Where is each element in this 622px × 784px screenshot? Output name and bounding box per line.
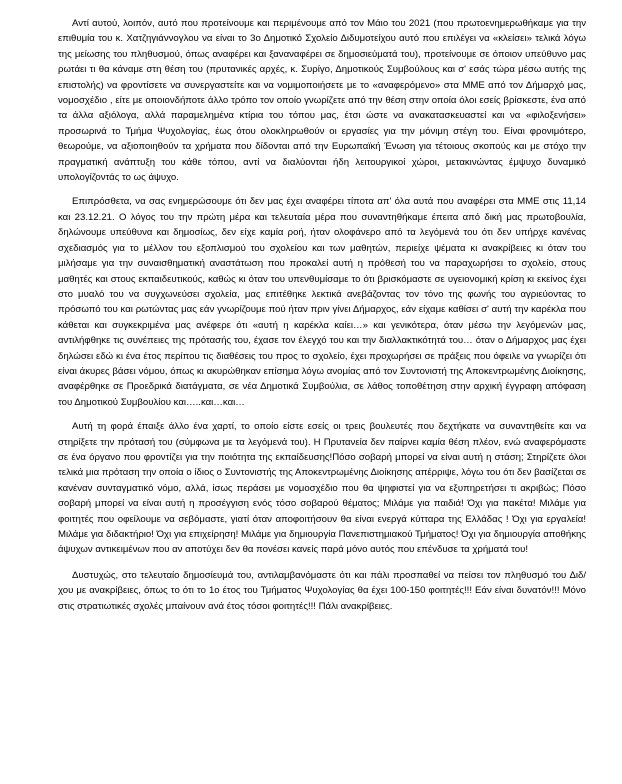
paragraph-student-numbers: Δυστυχώς, στο τελευταίο δημοσίευμά του, αντιλαμβανόμαστε ότι και πάλι προσπαθεί να πείσει τον πληθυσμό του Διδ/χου με ανακρίβειες, όπως το ότι το 1ο έτος του Τμήματος Ψυχολογίας θα έχει 100-150 φοιτητές!!! Εάν είναι δυνατόν!!! Μόνο στις στρατιωτικές σχολές μπαίνουν ανά έτος τόσοι φοιτητές!!! Πάλι ανακρίβειες.	[58, 569, 586, 612]
paragraph-mps-support: Αυτή τη φορά έπαιξε άλλο ένα χαρτί, το οποίο είστε εσείς οι τρεις βουλευτές που δεχτήκατε να συναντηθείτε και να στηρίξετε την πρότασή του (σύμφωνα με τα λεγόμενά του). Η Πρυτανεία δεν παίρνει καμία θέση πλέον, ενώ αναφερόμαστε σε ένα όργανο που φροντίζει για την ποιότητα της εκπαίδευσης!Πόσο σοβαρή μπορεί να είναι αυτή η στάση; Στηρίζετε όλοι τελικά μια πρόταση την οποία ο ίδιος ο Συντονιστής της Αποκεντρωμένης Διοίκησης απέρριψε, λόγω του ότι δεν βασίζεται σε κανέναν συνταγματικό νόμο, αλλά, ίσως περάσει με νομοσχέδιο που θα ψηφιστεί για να εξυπηρετήσει τι ακριβώς; Πόσο σοβαρή μπορεί να είναι αυτή η προσέγγιση ενός τόσο σοβαρού θέματος; Μιλάμε για παιδιά! Όχι για πακέτα! Μιλάμε για φοιτητές που οφείλουμε να σεβόμαστε, γιατί όταν αποφοιτήσουν θα είναι ενεργά κύτταρα της Ελλάδας ! Όχι για εργαλεία! Μιλάμε για διδακτήριο! Όχι για επιχείρηση! Μιλάμε για δημιουργία Πανεπιστημιακού Τμήματος! Όχι για δημιουργία αποθήκης άψυχων αντικειμένων που αν αποτύχει δεν θα πονέσει κανείς παρά μόνο αυτός που επένδυσε τα χρήματά του!	[58, 421, 586, 556]
paragraph-proposal: Αντί αυτού, λοιπόν, αυτό που προτείνουμε και περιμένουμε από τον Μάιο του 2021 (που πρωτοενημερωθήκαμε για την επιθυμία του κ. Χατζηγιάννογλου να είναι το 3ο Δημοτικό Σχολείο Διδυμοτείχου αυτό που επιλέγει να «κλείσει» τελικά λόγω της μείωσης του πληθυσμού, όπως αναφέρει και ξαναναφέρει σε δημοσιεύματά του), προτείνουμε σε όποιον υπεύθυνο μας ρωτάει τι θα κάναμε στη θέση του (πρυτανικές αρχές, κ. Συρίγο, Δημοτικούς Συμβούλους και σ' εσάς τώρα μέσω αυτής της επιστολής) να φροντίσετε να συνεργαστείτε και να νομιμοποιήσετε με το «αναφερόμενο» στα ΜΜΕ από τον Δήμαρχό μας, νομοσχέδιο , είτε με οποιονδήποτε άλλο τρόπο τον οποίο γνωρίζετε από την θέση στην οποία όλοι εσείς βρίσκεστε, ένα από τα άλλα αξιόλογα, αλλά παραμελημένα κτίρια του τόπου μας, έτσι ώστε να ανακατασκευαστεί και να «φιλοξενήσει» προσωρινά το Τμήμα Ψυχολογίας, έως ότου ολοκληρωθούν οι εργασίες για την μόνιμη στέγη του. Είναι φρονιμότερο, θεωρούμε, να αξιοποιηθούν τα χρήματα που δίδονται από την Ευρωπαϊκή Ένωση για τέτοιους σκοπούς και με στόχο την πραγματική ανάπτυξη του κάθε τόπου, αντί να διαλύονται ήδη λειτουργικοί χώροι, μετακινώντας έμψυχο δυναμικό υπολογίζοντάς το ως άψυχο.	[58, 18, 586, 184]
paragraph-meeting-account: Επιπρόσθετα, να σας ενημερώσουμε ότι δεν μας έχει αναφέρει τίποτα απ' όλα αυτά που αναφέρει στα ΜΜΕ στις 11,14 και 23.12.21. Ο λόγος του την πρώτη μέρα και τελευταία μέρα που συναντηθήκαμε έπειτα από δική μας πρωτοβουλία, δηλώνουμε υπεύθυνα και δημοσίως, δεν είχε καμία ροή, ήταν ολοφάνερο από τα λεγόμενά του ότι δεν υπήρχε κανένας σχεδιασμός για το μέλλον του εξοπλισμού του σχολείου και των μαθητών, περιείχε ψέματα κι ανακρίβειες κι όταν του μιλήσαμε για την συναισθηματική αναστάτωση που προκαλεί αυτή η πρόθεσή του να παραχωρήσει το σχολείο, στους μαθητές και στους εκπαιδευτικούς, καθώς κι όταν του υπενθυμίσαμε το ότι βρισκόμαστε σε υγειονομική κρίση κι εκείνος έχει στο μυαλό του να συγχωνεύσει σχολεία, μας επιτέθηκε λεκτικά ανεβάζοντας τον τόνο της φωνής του αγριεύοντας το πρόσωπό του και ρωτώντας μας εάν γνωρίζουμε πού ήταν πριν γίνει Δήμαρχος, εάν είχαμε καθίσει σ' αυτή την καρέκλα που κάθεται και συγκεκριμένα μας ανέφερε ότι «αυτή η καρέκλα καίει…» και γενικότερα, όταν μέσω την λεγόμενών μας, αντιλήφθηκε τις συνέπειες της πρότασής του, έχασε τον έλεγχό του και την διαλλακτικότητά του… όταν ο Δήμαρχος μας έχει δηλώσει εδώ κι ένα έτος περίπου τις διαθέσεις του προς το σχολείο, έχει προχωρήσει σε πράξεις που όφειλε να γνωρίζει ότι είναι άκυρες βάσει νόμου, όπως κι ακυρώθηκαν επίσημα λόγω ανομίας από τον Συντονιστή της Αποκεντρωμένης Διοίκησης, αναφέρθηκε σε Προεδρικά διατάγματα, σε νέα Δημοτικά Συμβούλια, σε λάθος τοποθέτηση στην αρχική έγγραφη απόφαση του Δημοτικού Συμβουλίου και…..και…και…	[58, 196, 586, 408]
